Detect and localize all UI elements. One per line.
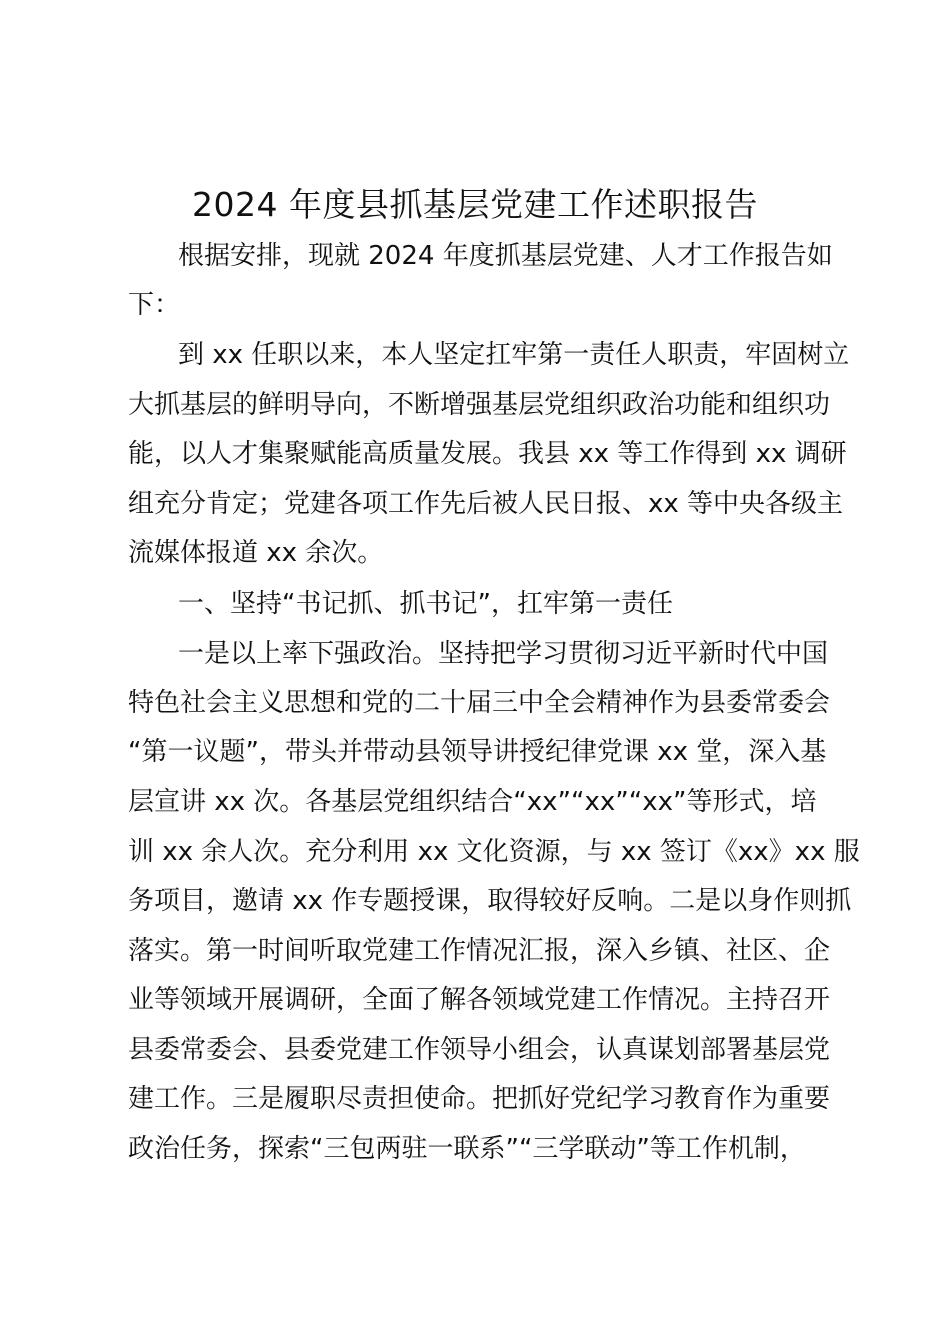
paragraph-line: 到 xx 任职以来，本人坚定扛牢第一责任人职责，牢固树立 (178, 340, 850, 370)
paragraph-line: 大抓基层的鲜明导向，不断增强基层党组织政治功能和组织功 (128, 390, 831, 420)
paragraph-line: 一是以上率下强政治。坚持把学习贯彻习近平新时代中国 (178, 639, 829, 669)
paragraph-line: 建工作。三是履职尽责担使命。把抓好党纪学习教育作为重要 (128, 1084, 831, 1114)
paragraph-line: 能，以人才集聚赋能高质量发展。我县 xx 等工作得到 xx 调研 (128, 439, 847, 469)
paragraph-line: 业等领域开展调研，全面了解各领域党建工作情况。主持召开 (128, 985, 831, 1015)
paragraph-line: 落实。第一时间听取党建工作情况汇报，深入乡镇、社区、企 (128, 936, 831, 966)
paragraph-line: 下： (128, 290, 181, 320)
paragraph-line: 根据安排，现就 2024 年度抓基层党建、人才工作报告如 (178, 241, 833, 271)
paragraph-line: 组充分肯定；党建各项工作先后被人民日报、xx 等中央各级主 (128, 489, 844, 519)
paragraph-line: 层宣讲 xx 次。各基层党组织结合“xx”“xx”“xx”等形式，培 (128, 787, 817, 817)
section-heading: 一、坚持“书记抓、抓书记”，扛牢第一责任 (178, 589, 673, 619)
document-title: 2024 年度县抓基层党建工作述职报告 (192, 185, 758, 224)
paragraph-line: 训 xx 余人次。充分利用 xx 文化资源，与 xx 签订《xx》xx 服 (128, 837, 860, 867)
paragraph-line: 流媒体报道 xx 余次。 (128, 538, 384, 568)
paragraph-line: “第一议题”，带头并带动县领导讲授纪律党课 xx 堂，深入基 (128, 737, 827, 767)
paragraph-line: 政治任务，探索“三包两驻一联系”“三学联动”等工作机制， (128, 1134, 806, 1164)
paragraph-line: 县委常委会、县委党建工作领导小组会，认真谋划部署基层党 (128, 1035, 831, 1065)
paragraph-line: 务项目，邀请 xx 作专题授课，取得较好反响。二是以身作则抓 (128, 886, 852, 916)
paragraph-line: 特色社会主义思想和党的二十届三中全会精神作为县委常委会 (128, 688, 831, 718)
